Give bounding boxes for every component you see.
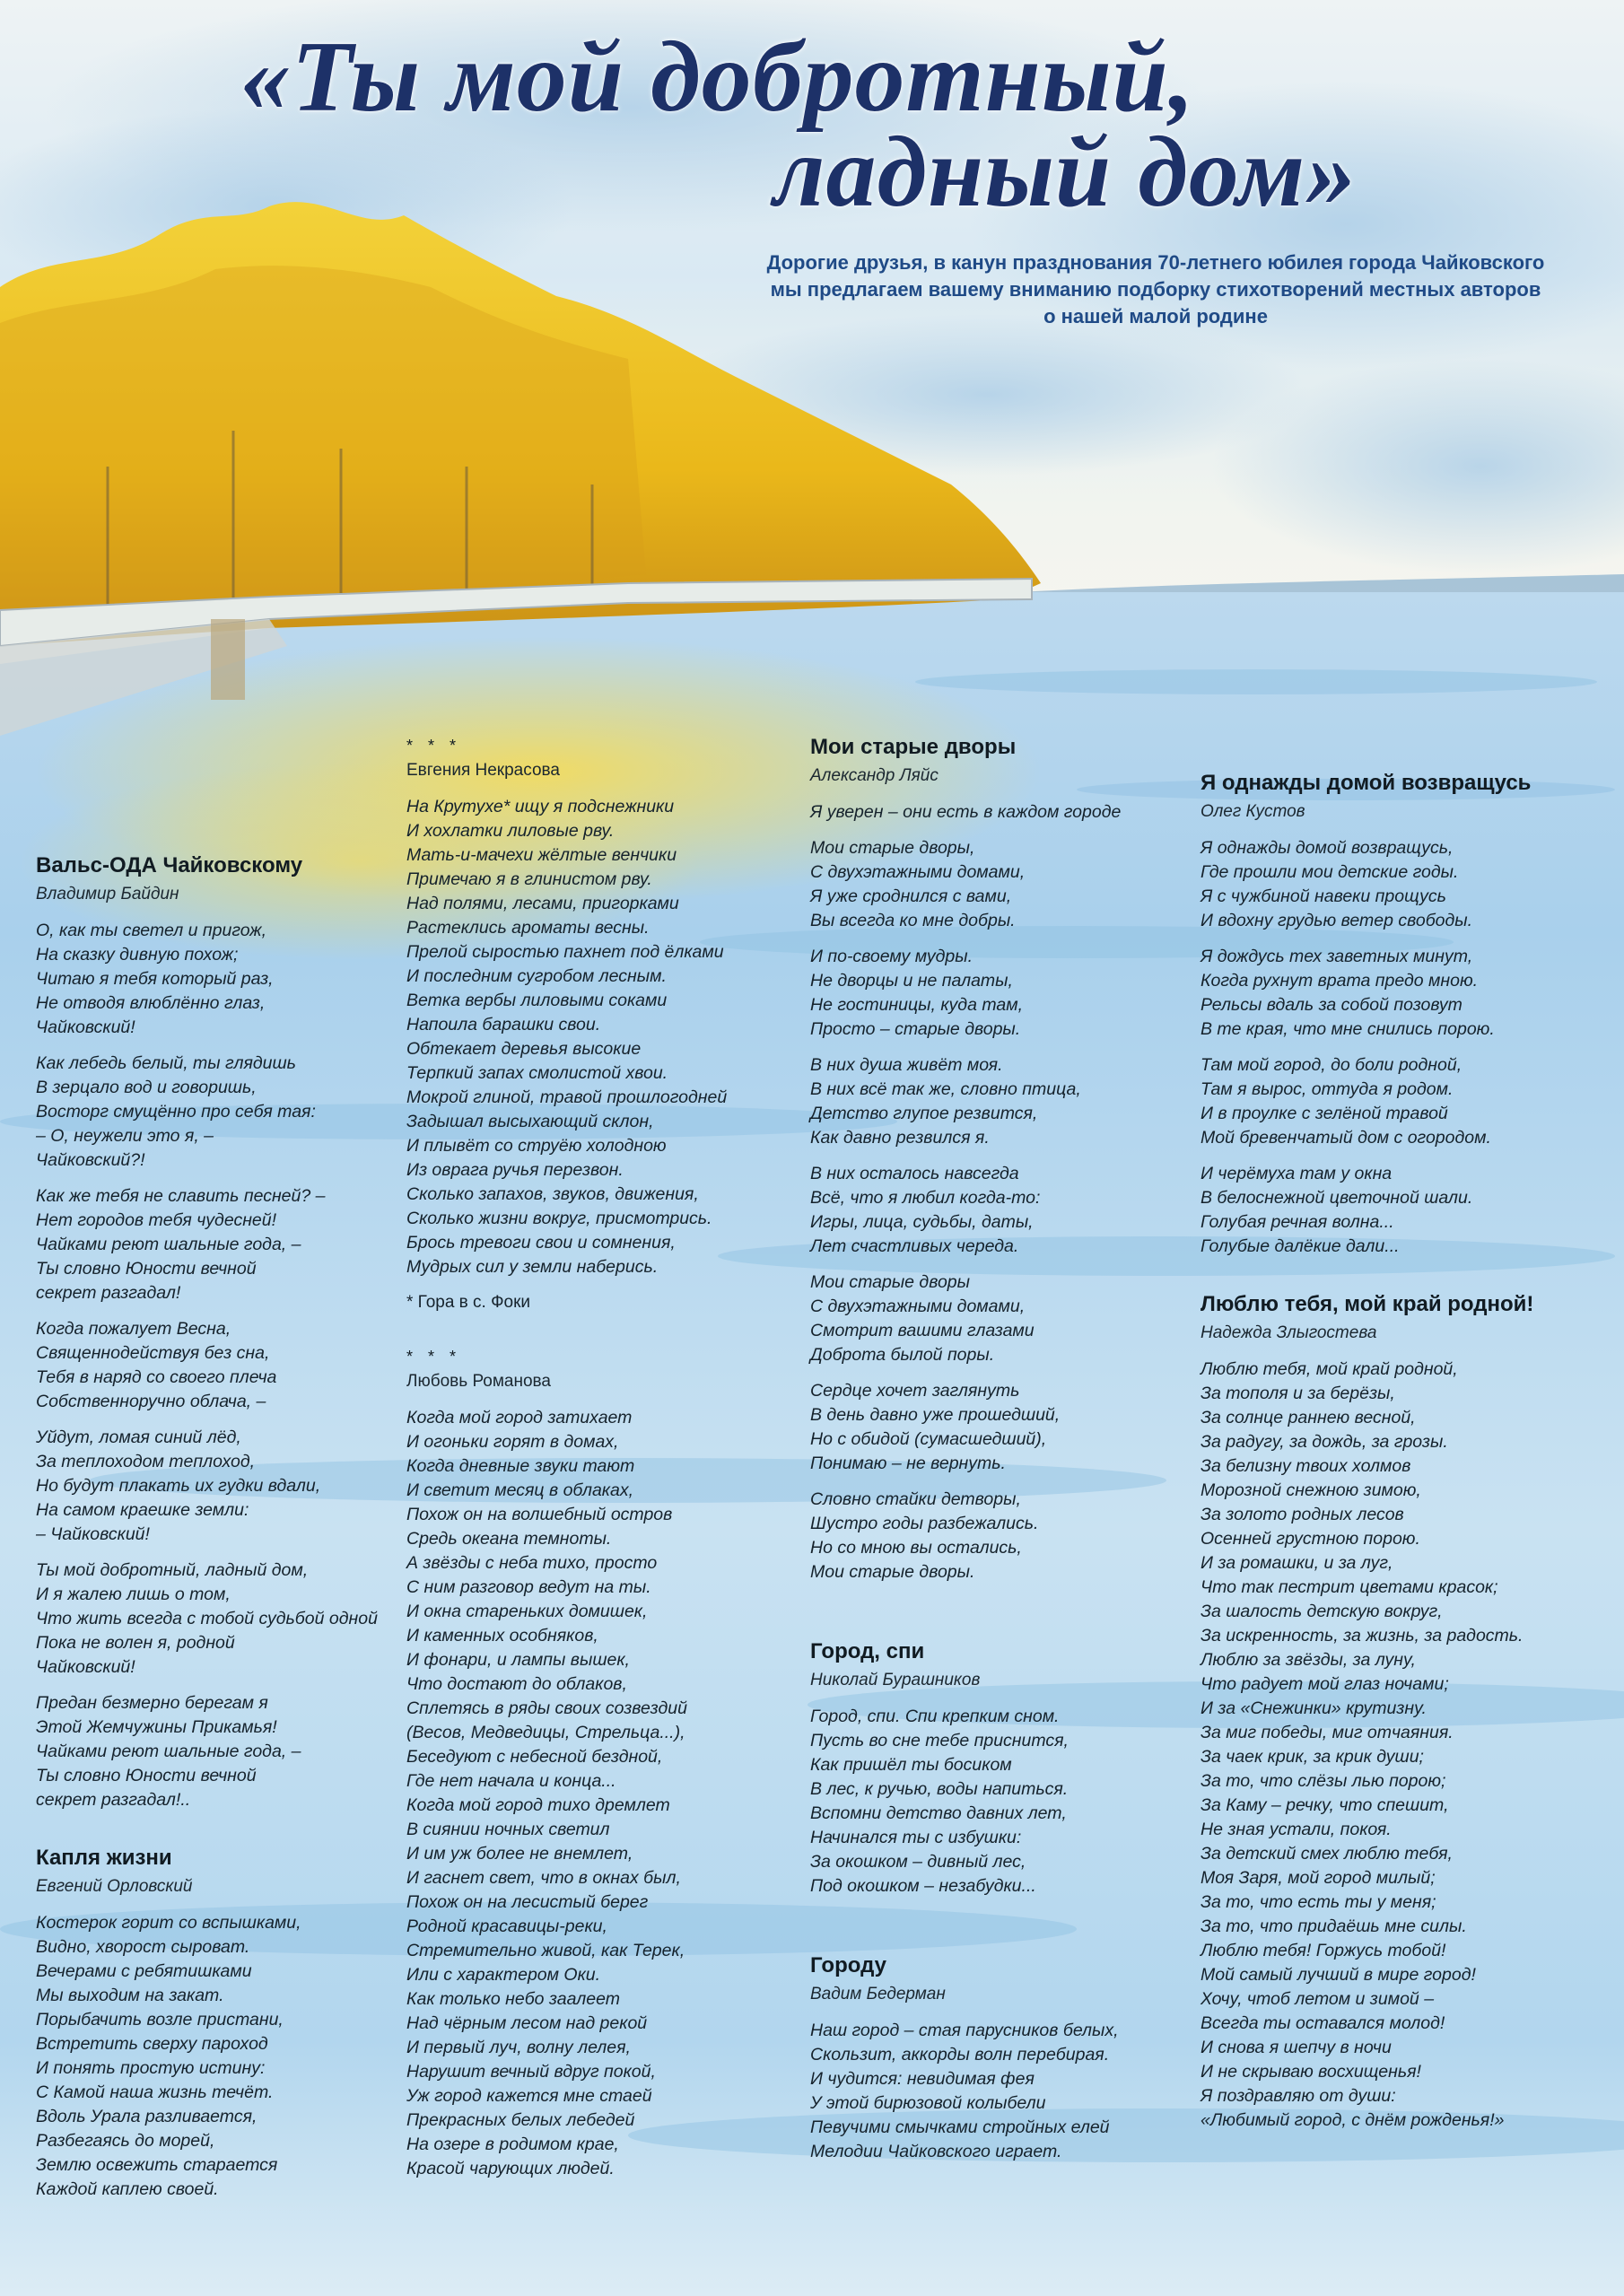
poem-line: Всегда ты оставался молод! (1201, 2013, 1445, 2033)
poem-line: Прелой сыростью пахнет под ёлками (406, 942, 724, 962)
poem-line: Мокрой глиной, травой прошлогодней (406, 1087, 728, 1107)
poem-line: Задышал высыхающий склон, (406, 1112, 654, 1131)
poem-line: И за «Снежинки» крутизну. (1201, 1698, 1427, 1718)
stanza (36, 919, 395, 1040)
stanza (1201, 1358, 1595, 2133)
stanza (810, 945, 1196, 1042)
poem-line: Сердце хочет заглянуть (810, 1381, 1020, 1401)
poem-line: секрет разгадал! (36, 1283, 181, 1303)
poem-line: Чайками реют шальные года, – (36, 1742, 301, 1761)
poem-line: Наш город – стая парусников белых, (810, 2021, 1119, 2040)
poem-line: О, как ты светел и пригож, (36, 921, 267, 940)
poem-line: И светит месяц в облаках, (406, 1480, 634, 1500)
poem-line: Священнодействуя без сна, (36, 1343, 270, 1363)
poem-author: Вадим Бедерман (810, 1985, 946, 2004)
poem-line: Восторг смущённо про себя тая: (36, 1102, 316, 1122)
poem-line: Обтекает деревья высокие (406, 1039, 642, 1059)
poem-line: Нет городов тебя чудесней! (36, 1210, 277, 1230)
poem-title: * * * (406, 1348, 462, 1366)
stanza (810, 836, 1196, 933)
poem-line: За чаек крик, за крик души; (1201, 1747, 1424, 1767)
stanza (1201, 836, 1595, 933)
poem-line: Но с обидой (сумасшедший), (810, 1429, 1047, 1449)
poem-line: Как же тебя не славить песней? – (36, 1186, 326, 1206)
poem-line: Там мой город, до боли родной, (1201, 1055, 1462, 1075)
poem-line: Мудрых сил у земли наберись. (406, 1257, 659, 1277)
poem-line: Ты словно Юности вечной (36, 1766, 257, 1785)
poem-line: В зерцало вод и говоришь, (36, 1078, 257, 1097)
poem-author: Николай Бурашников (810, 1671, 981, 1689)
poem-line: Город, спи. Спи крепким сном. (810, 1707, 1060, 1726)
poem-line: И по-своему мудры. (810, 947, 974, 966)
poem-line: Читаю я тебя который раз, (36, 969, 274, 989)
poem-line: Шустро годы разбежались. (810, 1514, 1039, 1533)
poem-line: Из оврага ручья перезвон. (406, 1160, 624, 1180)
poem-line: Не отводя влюблённо глаз, (36, 993, 266, 1013)
poem-line: Я однажды домой возвращусь, (1201, 838, 1454, 858)
poem-line: С двухэтажными домами, (810, 1296, 1026, 1316)
intro-line: о нашей малой родине (1043, 305, 1268, 327)
poem-line: За солнце раннею весной, (1201, 1408, 1416, 1427)
poem-line: Я с чужбиной навеки прощусь (1201, 886, 1446, 906)
stanza (36, 1426, 395, 1547)
poem-line: И в проулке с зелёной травой (1201, 1104, 1448, 1123)
poem-title: Люблю тебя, мой край родной! (1201, 1292, 1534, 1316)
page-title-line-1: «Ты мой добротный, (240, 22, 1195, 133)
poem-line: Игры, лица, судьбы, даты, (810, 1212, 1034, 1232)
stanza (810, 1379, 1196, 1476)
poem-line: И каменных особняков, (406, 1626, 598, 1646)
poem-line: Мой бревенчатый дом с огородом. (1201, 1128, 1491, 1148)
poem-line: Красой чарующих людей. (406, 2159, 615, 2178)
stanza (1201, 1162, 1595, 1259)
stanza (810, 1053, 1196, 1150)
poem-line: Не дворцы и не палаты, (810, 971, 1013, 991)
poem-line: За то, что есть ты у меня; (1201, 1892, 1436, 1912)
page-title-line-2: ладный дом» (773, 117, 1358, 228)
poem-column-2 (406, 736, 801, 2213)
poem-line: Смотрит вашими глазами (810, 1321, 1035, 1340)
poem-line: «Любимый город, с днём рожденья!» (1201, 2110, 1505, 2130)
intro-line: мы предлагаем вашему вниманию подборку стихотворений местных авторов (770, 278, 1541, 301)
poem-line: Осенней грустною порою. (1201, 1529, 1420, 1549)
poem-line: Средь океана темноты. (406, 1529, 612, 1549)
poem-line: В день давно уже прошедший, (810, 1405, 1061, 1425)
poem-line: Нарушит вечный вдруг покой, (406, 2062, 656, 2082)
poem-line: Не гостиницы, куда там, (810, 995, 1023, 1015)
poem-author: Александр Ляйс (810, 766, 939, 785)
poem (810, 734, 1196, 1585)
poem-author: Евгений Орловский (36, 1877, 193, 1896)
poem-line: Где нет начала и конца... (406, 1771, 616, 1791)
poem-line: Напоила барашки свои. (406, 1015, 601, 1035)
poem-line: Беседуют с небесной бездной, (406, 1747, 663, 1767)
poem-line: Вдоль Урала разливается, (36, 2107, 258, 2126)
poem-line: В те края, что мне снились порою. (1201, 1019, 1495, 1039)
poem-line: Вспомни детство давних лет, (810, 1803, 1067, 1823)
poem-line: Что жить всегда с тобой судьбой одной (36, 1609, 378, 1628)
poem-line: За белизну твоих холмов (1201, 1456, 1411, 1476)
poem-line: И гаснет свет, что в окнах был, (406, 1868, 681, 1888)
poem-line: За шалость детскую вокруг, (1201, 1602, 1443, 1621)
poem-line: Люблю за звёзды, за луну, (1201, 1650, 1416, 1670)
poem-line: Мелодии Чайковского играет. (810, 2142, 1062, 2161)
poem-line: Этой Жемчужины Прикамья! (36, 1717, 277, 1737)
poem-line: И не скрываю восхищенья! (1201, 2062, 1421, 2082)
poem-line: С ним разговор ведут на ты. (406, 1577, 651, 1597)
stanza (810, 2019, 1196, 2164)
poem-line: (Весов, Медведицы, Стрельца...), (406, 1723, 685, 1742)
poem-line: Голубые далёкие дали... (1201, 1236, 1400, 1256)
poem-line: Мои старые дворы, (810, 838, 975, 858)
poem-line: Уж город кажется мне стаей (406, 2086, 652, 2106)
poem-column-4 (1201, 770, 1595, 2165)
stanza (810, 1488, 1196, 1585)
poem-line: В лес, к ручью, воды напиться. (810, 1779, 1069, 1799)
poem-line: С Камой наша жизнь течёт. (36, 2082, 274, 2102)
poem-line: Когда рухнут врата предо мною. (1201, 971, 1479, 991)
poem-line: Не зная устали, покоя. (1201, 1820, 1392, 1839)
poem-line: Родной красавицы-реки, (406, 1916, 607, 1936)
poem-line: Люблю тебя! Горжусь тобой! (1201, 1941, 1446, 1960)
poem-line: И я жалею лишь о том, (36, 1585, 231, 1604)
poem-line: На Крутухе* ищу я подснежники (406, 797, 675, 816)
poem-line: И окна стареньких домишек, (406, 1602, 648, 1621)
poem-line: Когда мой город затихает (406, 1408, 633, 1427)
poem-line: И хохлатки лиловые рву. (406, 821, 615, 841)
poem-line: В них осталось навсегда (810, 1164, 1019, 1183)
poem-line: Скользит, аккорды волн перебирая. (810, 2045, 1110, 2065)
poem-line: За золото родных лесов (1201, 1505, 1404, 1524)
poem-line: Но со мною вы остались, (810, 1538, 1022, 1558)
poem-line: Брось тревоги свои и сомнения, (406, 1233, 676, 1253)
poem-line: Что так пестрит цветами красок; (1201, 1577, 1498, 1597)
stanza (1201, 1053, 1595, 1150)
poem-line: На озере в родимом крае, (406, 2134, 619, 2154)
poem-author: Олег Кустов (1201, 802, 1305, 821)
poem-line: Я поздравляю от души: (1201, 2086, 1396, 2106)
poem-line: Растеклись ароматы весны. (406, 918, 650, 938)
stanza (406, 1406, 801, 2181)
poem-line: И черёмуха там у окна (1201, 1164, 1393, 1183)
poem-line: Как давно резвился я. (810, 1128, 990, 1148)
poem-line: В них всё так же, словно птица, (810, 1079, 1081, 1099)
poem-line: Когда мой город тихо дремлет (406, 1795, 670, 1815)
poem-line: Мой самый лучший в мире город! (1201, 1965, 1476, 1985)
poem (36, 852, 395, 1812)
poem-line: И чудится: невидимая фея (810, 2069, 1035, 2089)
poem-line: Морозной снежною зимою, (1201, 1480, 1421, 1500)
poem-line: Я уже сроднился с вами, (810, 886, 1012, 906)
poem-line: За детский смех люблю тебя, (1201, 1844, 1453, 1864)
poem-line: – Чайковский! (36, 1524, 150, 1544)
footnote: * Гора в с. Фоки (406, 1293, 531, 1312)
poem-line: Прекрасных белых лебедей (406, 2110, 635, 2130)
poem-line: За тополя и за берёзы, (1201, 1384, 1395, 1403)
poem-line: Певучими смычками стройных елей (810, 2117, 1110, 2137)
poem-line: Всё, что я любил когда-то: (810, 1188, 1041, 1208)
poem-line: Пусть во сне тебе приснится, (810, 1731, 1069, 1750)
poem-line: Ветка вербы лиловыми соками (406, 991, 668, 1010)
poem-line: За радугу, за дождь, за грозы. (1201, 1432, 1448, 1452)
poem-line: Чайковский! (36, 1657, 135, 1677)
poem-line: Стремительно живой, как Терек, (406, 1941, 685, 1960)
poem-column-3 (810, 734, 1196, 2196)
poem-line: В сиянии ночных светил (406, 1820, 610, 1839)
stanza (810, 1162, 1196, 1259)
poem-line: Просто – старые дворы. (810, 1019, 1021, 1039)
poem-line: Примечаю я в глинистом рву. (406, 869, 652, 889)
poem-line: Сколько жизни вокруг, присмотрись. (406, 1209, 712, 1228)
poem-line: – О, неужели это я, – (36, 1126, 214, 1146)
poem-line: Уйдут, ломая синий лёд, (36, 1427, 241, 1447)
stanza (36, 1052, 395, 1173)
poem (1201, 1291, 1595, 2133)
poem (36, 1845, 395, 2202)
stanza (810, 1270, 1196, 1367)
stanza (1201, 945, 1595, 1042)
poem-author: Надежда Злыгостева (1201, 1323, 1377, 1342)
poem-line: Мои старые дворы. (810, 1562, 975, 1582)
poem-column-1 (36, 852, 395, 2234)
poem-line: Пока не волен я, родной (36, 1633, 235, 1653)
poem-line: Я уверен – они есть в каждом городе (810, 802, 1122, 822)
poem-line: Доброта былой поры. (810, 1345, 995, 1365)
poem-line: Чайковский! (36, 1017, 135, 1037)
poem-title: Город, спи (810, 1639, 925, 1663)
poem-line: Землю освежить старается (36, 2155, 278, 2175)
poem-line: Под окошком – незабудки... (810, 1876, 1036, 1896)
poem-line: Вы всегда ко мне добры. (810, 911, 1016, 930)
poem-line: Или с характером Оки. (406, 1965, 601, 1985)
poem-line: Чайковский?! (36, 1150, 145, 1170)
poem-line: И первый луч, волну лелея, (406, 2038, 631, 2057)
poem (406, 1347, 801, 2181)
poem-line: За Каму – речку, что спешит, (1201, 1795, 1449, 1815)
stanza (810, 800, 1196, 825)
poem-line: А звёзды с неба тихо, просто (406, 1553, 658, 1573)
poem-line: На самом краешке земли: (36, 1500, 249, 1520)
poem-line: На сказку дивную похож; (36, 945, 239, 965)
poem-line: Порыбачить возле пристани, (36, 2010, 284, 2030)
poem-line: Чайками реют шальные года, – (36, 1235, 301, 1254)
poem-line: Там я вырос, оттуда я родом. (1201, 1079, 1454, 1099)
poem-line: И огоньки горят в домах, (406, 1432, 619, 1452)
poem-line: Понимаю – не вернуть. (810, 1454, 1006, 1473)
intro-line: Дорогие друзья, в канун празднования 70-летнего юбилея города Чайковского (766, 251, 1545, 274)
poem-line: Лет счастливых череда. (810, 1236, 1019, 1256)
poem-line: Встретить сверху пароход (36, 2034, 268, 2054)
poem (810, 1638, 1196, 1899)
poem-line: Мои старые дворы (810, 1272, 970, 1292)
poem-line: Мы выходим на закат. (36, 1986, 224, 2005)
poem-line: Я дождусь тех заветных минут, (1201, 947, 1473, 966)
poem-line: Тебя в наряд со своего плеча (36, 1367, 277, 1387)
stanza (406, 795, 801, 1279)
poem-line: За искренность, за жизнь, за радость. (1201, 1626, 1524, 1646)
poem-line: С двухэтажными домами, (810, 862, 1026, 882)
poem-line: Как лебедь белый, ты глядишь (36, 1053, 296, 1073)
poem-line: Похож он на волшебный остров (406, 1505, 673, 1524)
poem-line: Хочу, чтоб летом и зимой – (1201, 1989, 1435, 2009)
poem-line: секрет разгадал!.. (36, 1790, 191, 1810)
poem-line: Рельсы вдаль за собой позовут (1201, 995, 1462, 1015)
poem-title: Мои старые дворы (810, 735, 1017, 759)
poem-line: И фонари, и лампы вышек, (406, 1650, 630, 1670)
poem-line: Начинался ты с избушки: (810, 1828, 1022, 1847)
poem-line: Когда дневные звуки тают (406, 1456, 635, 1476)
stanza (36, 1691, 395, 1812)
poem-line: И за ромашки, и за луг, (1201, 1553, 1393, 1573)
poem-line: Каждой каплею своей. (36, 2179, 219, 2199)
poem-line: Похож он на лесистый берег (406, 1892, 649, 1912)
poem-line: Что достают до облаков, (406, 1674, 627, 1694)
poem-line: Детство глупое резвится, (810, 1104, 1038, 1123)
poem-title: Я однажды домой возвращусь (1201, 771, 1532, 795)
poem-line: И вдохну грудью ветер свободы. (1201, 911, 1473, 930)
poem-title: Городу (810, 1953, 886, 1977)
poem-line: Разбегаясь до морей, (36, 2131, 215, 2151)
poem-line: Вечерами с ребятишками (36, 1961, 252, 1981)
poem-line: Люблю тебя, мой край родной, (1201, 1359, 1458, 1379)
poem (406, 736, 801, 1314)
poem-line: Голубая речная волна... (1201, 1212, 1394, 1232)
intro-text (725, 249, 1586, 330)
poem-line: За миг победы, миг отчаяния. (1201, 1723, 1454, 1742)
stanza (36, 1317, 395, 1414)
poem-line: Видно, хворост сыроват. (36, 1937, 250, 1957)
poem-line: И им уж более не внемлет, (406, 1844, 633, 1864)
poem-line: Когда пожалует Весна, (36, 1319, 231, 1339)
poem-author: Любовь Романова (406, 1372, 551, 1391)
poem-line: Терпкий запах смолистой хвои. (406, 1063, 668, 1083)
poem-line: Собственноручно облача, – (36, 1392, 266, 1411)
poem-line: Моя Заря, мой город милый; (1201, 1868, 1436, 1888)
poem (1201, 770, 1595, 1259)
poem-line: И плывёт со струёю холодною (406, 1136, 667, 1156)
poem-line: Где прошли мои детские годы. (1201, 862, 1459, 882)
stanza (810, 1705, 1196, 1899)
poem-author: Владимир Байдин (36, 885, 179, 904)
poem-author: Евгения Некрасова (406, 761, 560, 780)
poem-line: И снова я шепчу в ночи (1201, 2038, 1392, 2057)
poem-title: * * * (406, 737, 462, 755)
poem-line: Над чёрным лесом над рекой (406, 2013, 648, 2033)
poem-line: В них душа живёт моя. (810, 1055, 1003, 1075)
poem-line: Сколько запахов, звуков, движения, (406, 1184, 699, 1204)
poem-line: Ты словно Юности вечной (36, 1259, 257, 1279)
poem-line: И последним сугробом лесным. (406, 966, 667, 986)
poem-line: Костерок горит со вспышками, (36, 1913, 301, 1933)
poem-line: Как пришёл ты босиком (810, 1755, 1012, 1775)
poem-line: У этой бирюзовой колыбели (810, 2093, 1046, 2113)
poem-line: Что радует мой глаз ночами; (1201, 1674, 1449, 1694)
poem-line: Словно стайки детворы, (810, 1489, 1021, 1509)
poem-title: Вальс-ОДА Чайковскому (36, 853, 303, 877)
poem-line: Но будут плакать их гудки вдали, (36, 1476, 321, 1496)
poem-line: И понять простую истину: (36, 2058, 266, 2078)
poem (810, 1952, 1196, 2164)
poem-line: За то, что придаёшь мне силы. (1201, 1916, 1467, 1936)
poem-line: Над полями, лесами, пригорками (406, 894, 679, 913)
poem-line: За теплоходом теплоход, (36, 1452, 256, 1471)
stanza (36, 1184, 395, 1305)
poem-line: Ты мой добротный, ладный дом, (36, 1560, 309, 1580)
poem-line: Предан безмерно берегам я (36, 1693, 268, 1713)
poem-line: Мать-и-мачехи жёлтые венчики (406, 845, 677, 865)
poem-line: В белоснежной цветочной шали. (1201, 1188, 1473, 1208)
poem-line: Как только небо заалеет (406, 1989, 620, 2009)
poem-title: Капля жизни (36, 1846, 172, 1870)
poem-line: За окошком – дивный лес, (810, 1852, 1026, 1872)
stanza (36, 1911, 395, 2202)
poem-line: Сплетясь в ряды своих созвездий (406, 1698, 687, 1718)
stanza (36, 1558, 395, 1680)
poem-line: За то, что слёзы лью порою; (1201, 1771, 1446, 1791)
